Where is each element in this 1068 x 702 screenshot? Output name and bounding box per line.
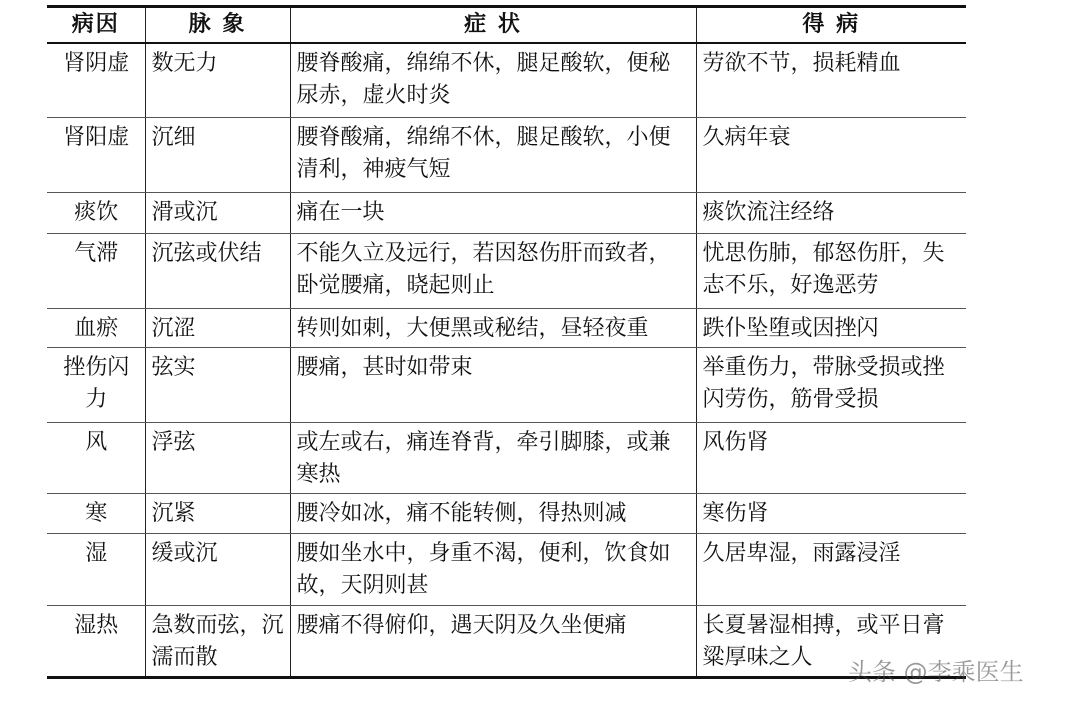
cell-cause: 肾阴虚 (47, 43, 145, 117)
cell-cause: 湿热 (47, 605, 145, 677)
cell-cause: 肾阳虚 (47, 117, 145, 192)
header-row (47, 7, 966, 44)
cell-symptoms: 腰如坐水中，身重不渴，便利，饮食如故，天阴则甚 (290, 533, 696, 605)
table-row (47, 308, 966, 347)
cell-pulse: 沉细 (145, 117, 290, 192)
table-row (47, 117, 966, 192)
cell-pulse: 数无力 (145, 43, 290, 117)
cell-cause: 痰饮 (47, 192, 145, 233)
cell-symptoms: 不能久立及远行，若因怒伤肝而致者，卧觉腰痛，晓起则止 (290, 233, 696, 308)
cell-symptoms: 转则如刺，大便黑或秘结，昼轻夜重 (290, 308, 696, 347)
header-pulse: 脉 象 (145, 7, 290, 44)
cell-etiology: 劳欲不节，损耗精血 (696, 43, 966, 117)
cell-symptoms: 腰痛，甚时如带束 (290, 347, 696, 422)
table-row (47, 533, 966, 605)
cell-etiology: 痰饮流注经络 (696, 192, 966, 233)
cell-etiology: 久病年衰 (696, 117, 966, 192)
cell-symptoms: 腰脊酸痛，绵绵不休，腿足酸软，小便清利，神疲气短 (290, 117, 696, 192)
cell-symptoms: 或左或右，痛连脊背，牵引脚膝，或兼寒热 (290, 422, 696, 493)
cell-etiology: 举重伤力，带脉受损或挫闪劳伤，筋骨受损 (696, 347, 966, 422)
cell-cause: 挫伤闪力 (47, 347, 145, 422)
cell-etiology: 跌仆坠堕或因挫闪 (696, 308, 966, 347)
cell-cause: 血瘀 (47, 308, 145, 347)
table-row (47, 233, 966, 308)
cell-pulse: 沉紧 (145, 493, 290, 533)
table-row (47, 605, 966, 677)
cell-symptoms: 腰脊酸痛，绵绵不休，腿足酸软，便秘尿赤，虚火时炎 (290, 43, 696, 117)
cell-etiology: 风伤肾 (696, 422, 966, 493)
table-row (47, 493, 966, 533)
cell-symptoms: 腰冷如冰，痛不能转侧，得热则减 (290, 493, 696, 533)
cell-pulse: 缓或沉 (145, 533, 290, 605)
cell-cause: 湿 (47, 533, 145, 605)
watermark-text: 头条 @李乘医生 (848, 658, 1024, 686)
cell-etiology: 寒伤肾 (696, 493, 966, 533)
table-row (47, 422, 966, 493)
cell-cause: 寒 (47, 493, 145, 533)
cell-etiology: 忧思伤肺，郁怒伤肝，失志不乐，好逸恶劳 (696, 233, 966, 308)
tcm-lumbago-table (47, 5, 966, 679)
cell-pulse: 急数而弦，沉濡而散 (145, 605, 290, 677)
cell-cause: 气滞 (47, 233, 145, 308)
cell-pulse: 浮弦 (145, 422, 290, 493)
cell-etiology: 长夏暑湿相搏，或平日膏粱厚味之人 (696, 605, 966, 677)
header-symptoms: 症 状 (290, 7, 696, 44)
cell-symptoms: 腰痛不得俯仰，遇天阴及久坐便痛 (290, 605, 696, 677)
cell-cause: 风 (47, 422, 145, 493)
table-row (47, 347, 966, 422)
cell-pulse: 沉弦或伏结 (145, 233, 290, 308)
header-etiology: 得 病 (696, 7, 966, 44)
cell-etiology: 久居卑湿，雨露浸淫 (696, 533, 966, 605)
table-row (47, 192, 966, 233)
cell-pulse: 滑或沉 (145, 192, 290, 233)
table-row (47, 43, 966, 117)
cell-pulse: 弦实 (145, 347, 290, 422)
header-cause: 病因 (47, 7, 145, 44)
cell-pulse: 沉涩 (145, 308, 290, 347)
cell-symptoms: 痛在一块 (290, 192, 696, 233)
